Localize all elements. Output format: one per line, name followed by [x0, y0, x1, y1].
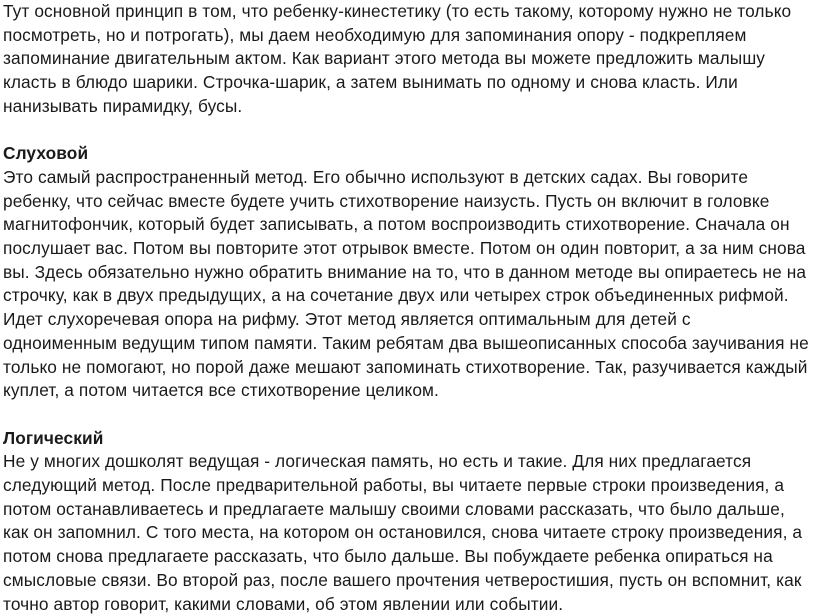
logical-line: Не у многих дошколят ведущая - логическая память, но есть и такие. Для них предлагается — [3, 451, 752, 472]
logical-section — [3, 427, 813, 616]
auditory-line: Идет слухоречевая опора на рифму. Этот метод является оптимальным для детей с — [3, 309, 691, 330]
intro-line: нанизывать пирамидку, бусы. — [3, 95, 243, 116]
logical-line: потом останавливаетесь и предлагаете малышу своими словами рассказать, что было дальше, — [3, 498, 785, 519]
auditory-line: магнитофончик, который будет записывать, а потом воспроизводить стихотворение. Сначала он — [3, 214, 790, 235]
auditory-line: вы. Здесь обязательно нужно обратить внимание на то, что в данном методе вы опираетесь не на — [3, 261, 807, 282]
auditory-line: послушает вас. Потом вы повторите этот отрывок вместе. Потом он один повторит, а за ним снова — [3, 238, 806, 259]
intro-line: класть в блюдо шарики. Строчка-шарик, а затем вынимать по одному и снова класть. Или — [3, 72, 738, 93]
paragraph-gap — [3, 119, 813, 143]
auditory-line: одноименным ведущим типом памяти. Таким ребятам два вышеописанных способа заучивания не — [3, 332, 809, 353]
auditory-section — [3, 142, 813, 403]
intro-line: запоминание двигательным актом. Как вариант этого метода вы можете предложить малышу — [3, 48, 766, 69]
intro-line: посмотреть, но и потрогать), мы даем необходимую для запоминания опору - подкрепляем — [3, 24, 747, 45]
logical-line: потом снова предлагаете рассказать, что было дальше. Вы побуждаете ребенка опираться на — [3, 546, 773, 567]
auditory-line: только не помогают, но порой даже мешают запоминать стихотворение. Так, разучивается каждый — [3, 356, 808, 377]
logical-line: как он запомнил. С того места, на котором он остановился, снова читаете строку произведения, а — [3, 522, 803, 543]
auditory-line: строчку, как в двух предыдущих, а на сочетание двух или четырех строк объединенных рифмой. — [3, 285, 789, 306]
auditory-heading: Слуховой — [3, 143, 89, 164]
logical-heading: Логический — [3, 427, 104, 448]
document-page — [3, 0, 813, 616]
auditory-line: куплет, а потом читается все стихотворение целиком. — [3, 380, 439, 401]
logical-line: следующий метод. После предварительной работы, вы читаете первые строки произведения, а — [3, 475, 785, 496]
logical-line: смысловые связи. Во второй раз, после вашего прочтения четверостишия, пусть он вспомнит, как — [3, 569, 802, 590]
auditory-line: Это самый распространенный метод. Его обычно используют в детских садах. Вы говорите — [3, 166, 749, 187]
logical-line: точно автор говорит, какими словами, об этом явлении или событии. — [3, 593, 564, 614]
intro-line: Тут основной принцип в том, что ребенку-кинестетику (то есть такому, которому нужно не только — [3, 1, 792, 21]
intro-paragraph — [3, 0, 813, 119]
auditory-line: ребенку, что сейчас вместе будете учить стихотворение наизусть. Пусть он включит в головке — [3, 190, 770, 211]
paragraph-gap — [3, 403, 813, 427]
